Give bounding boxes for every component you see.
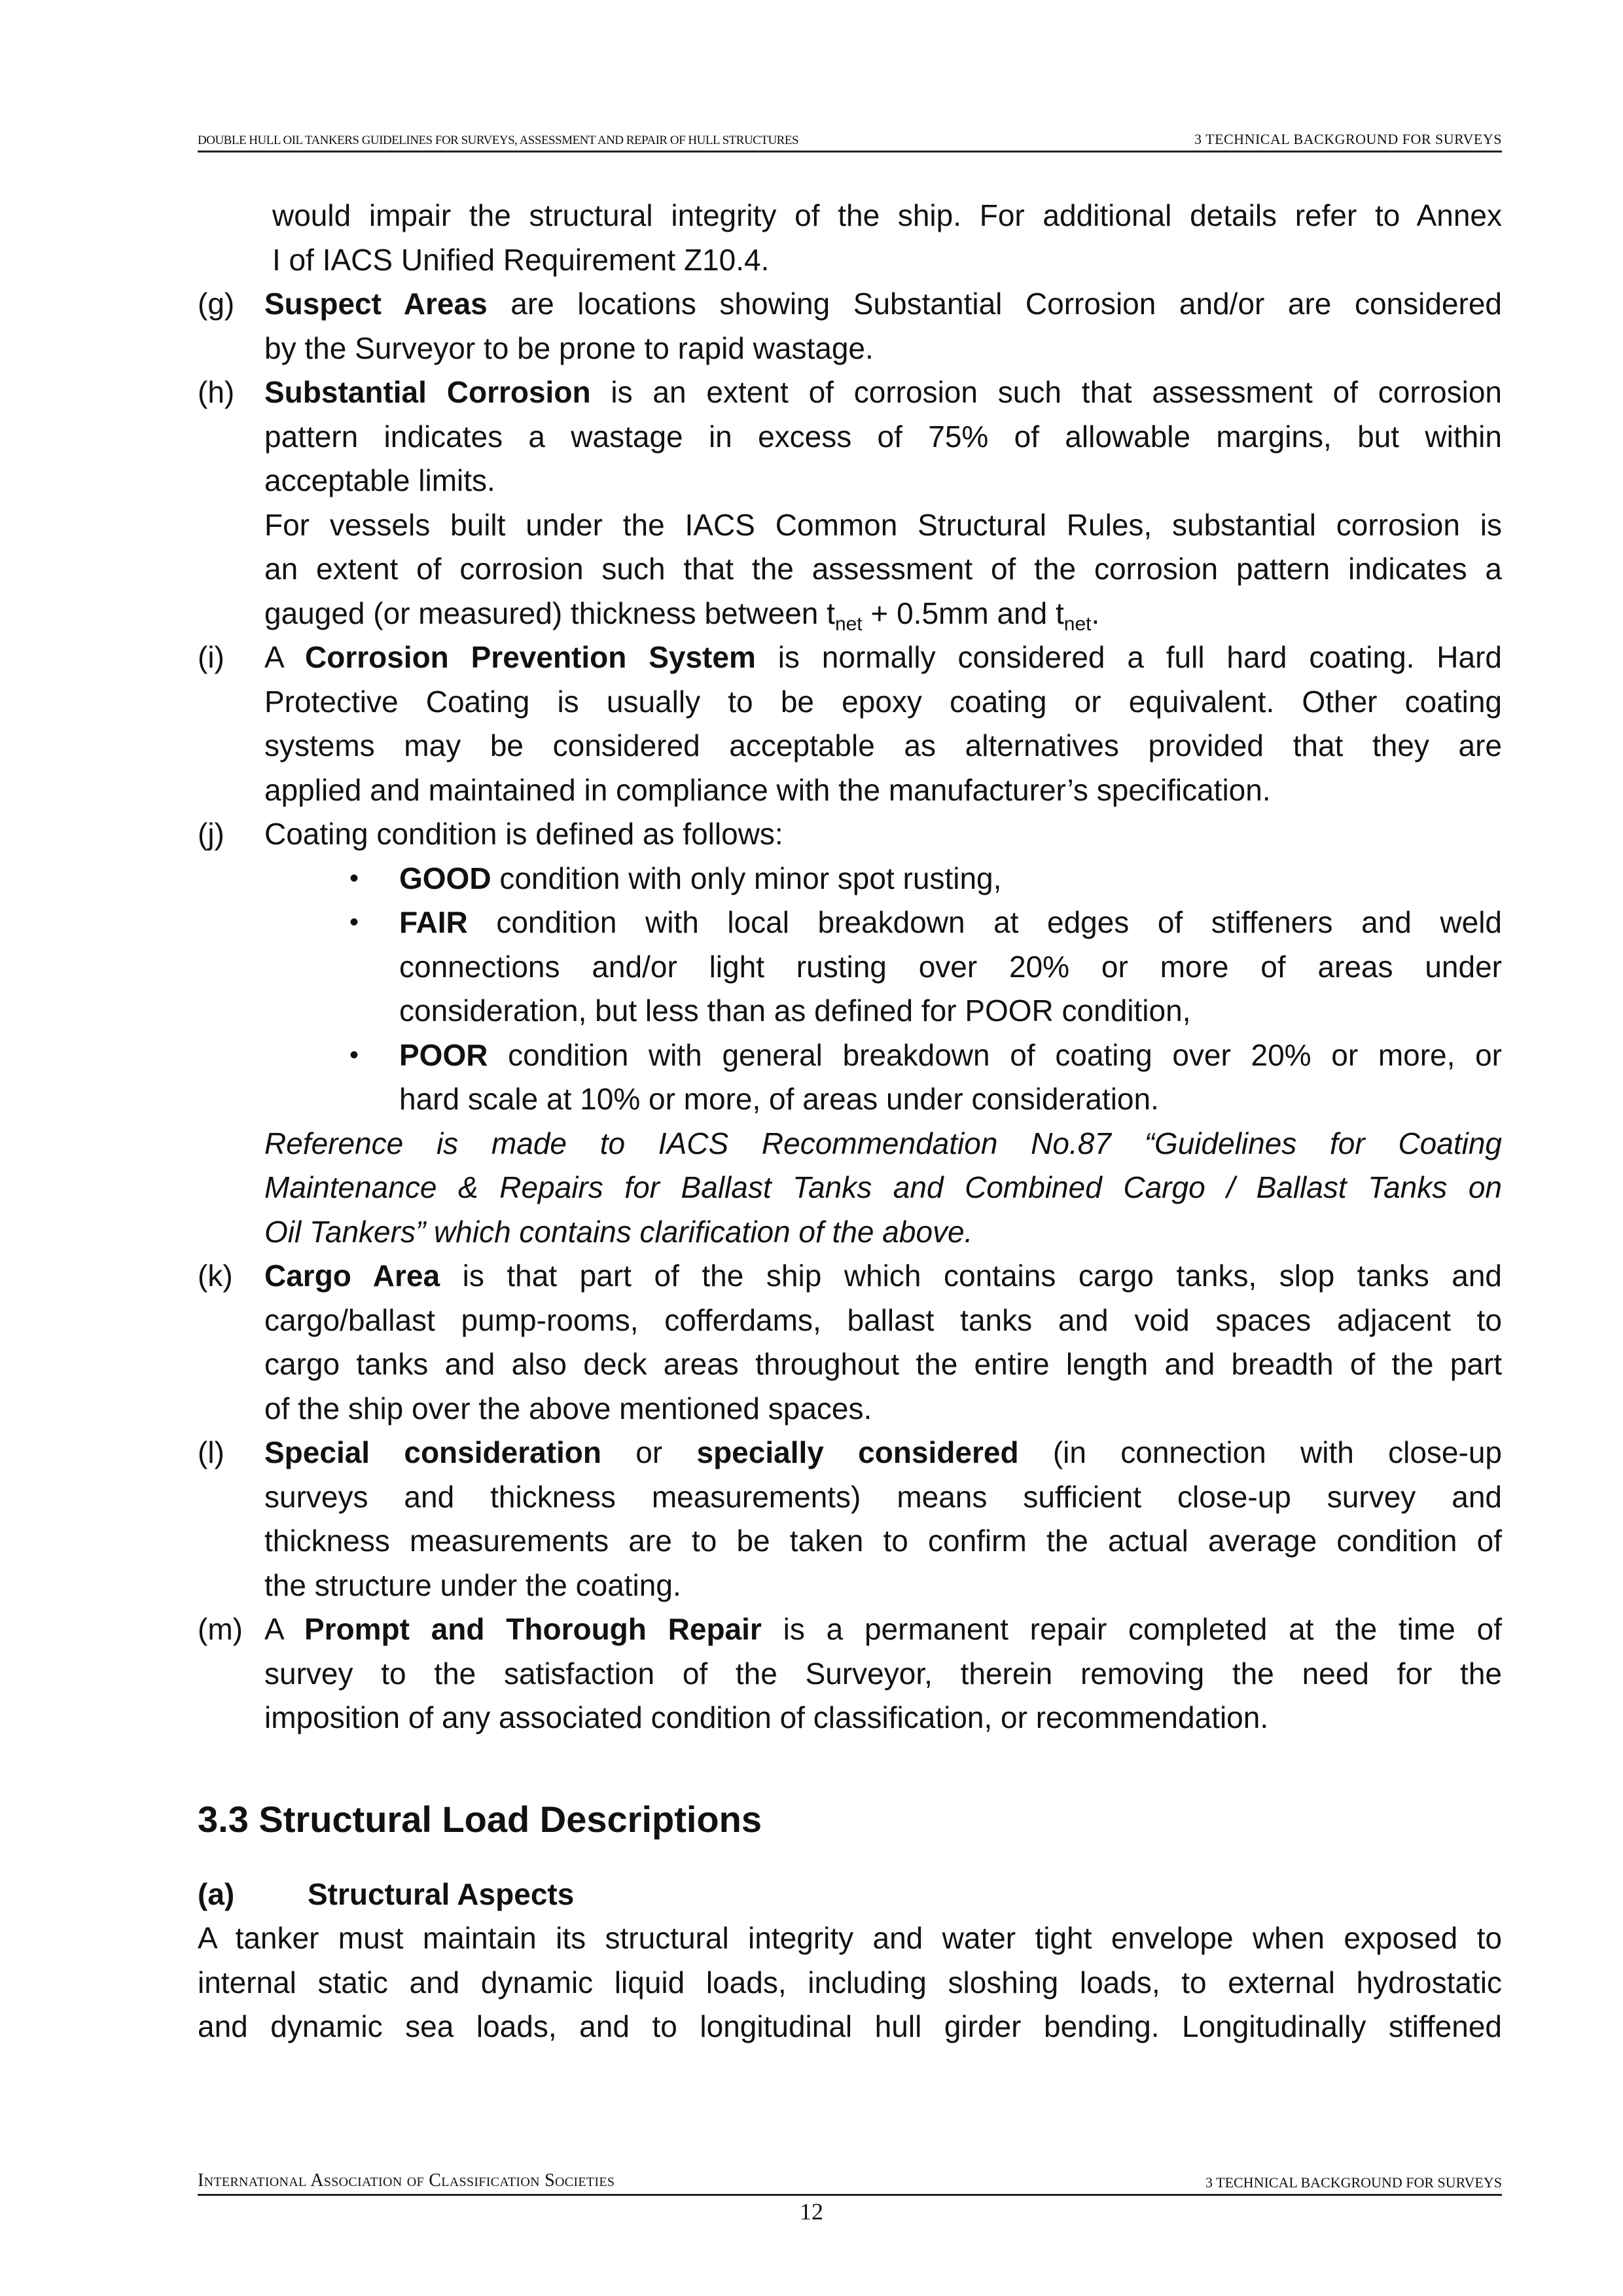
item-label: (g) — [198, 287, 235, 321]
text-line: of the ship over the above mentioned spaces. — [264, 1391, 872, 1426]
text-line: cargo tanks and also deck areas throughout the entire length and breadth of the part — [264, 1347, 1502, 1381]
reference-note — [198, 1122, 1502, 1255]
header-chapter-title: 3 TECHNICAL BACKGROUND FOR SURVEYS — [1194, 131, 1502, 147]
subsection-heading — [198, 1873, 1502, 1917]
text-line: A Prompt and Thorough Repair is a permanent repair completed at the time of — [264, 1612, 1502, 1646]
text-line: connections and/or light rusting over 20% or more of areas under — [399, 949, 1502, 984]
text-line: cargo/ballast pump-rooms, cofferdams, ballast tanks and void spaces adjacent to — [264, 1302, 1502, 1337]
text-line: gauged (or measured) thickness between $t_{net} + 0.5mm$ and $t_{net}$. — [264, 596, 1100, 635]
item-label: (j) — [198, 817, 224, 851]
subsection-title: Structural Aspects — [308, 1876, 575, 1911]
text-line: I of IACS Unified Requirement Z10.4. — [272, 242, 770, 277]
defined-term: FAIR — [399, 905, 468, 939]
header-document-title: DOUBLE HULL OIL TANKERS GUIDELINES FOR SURVEYS, ASSESSMENT AND REPAIR OF HULL STRUCTURES — [198, 134, 799, 147]
bullet-poor — [198, 1033, 1502, 1122]
defined-term: Special consideration — [264, 1435, 601, 1469]
text-line: Reference is made to IACS Recommendation No.87 “Guidelines for Coating — [264, 1126, 1502, 1160]
body-paragraph — [198, 1916, 1502, 2049]
definition-k — [198, 1254, 1502, 1431]
text-line: Oil Tankers” which contains clarification of the above. — [264, 1214, 973, 1249]
text-line: acceptable limits. — [264, 463, 495, 497]
text-line: Coating condition is defined as follows: — [264, 817, 783, 851]
text-line: A Corrosion Prevention System is normally considered a full hard coating. Hard — [264, 640, 1502, 674]
defined-term: specially considered — [696, 1435, 1019, 1469]
text-line: A tanker must maintain its structural integrity and water tight envelope when exposed to — [198, 1921, 1502, 1955]
subsection-label: (a) — [198, 1876, 235, 1911]
text-line: thickness measurements are to be taken to confirm the actual average condition of — [264, 1524, 1502, 1558]
footer-chapter-title: 3 TECHNICAL BACKGROUND FOR SURVEYS — [1205, 2174, 1502, 2191]
bullet-icon: • — [349, 863, 359, 893]
text-line: Suspect Areas are locations showing Substantial Corrosion and/or are considered — [264, 287, 1502, 321]
item-label: (k) — [198, 1259, 233, 1293]
subscript: net — [834, 613, 863, 635]
text-line: consideration, but less than as defined for POOR condition, — [399, 994, 1191, 1028]
text-line: the structure under the coating. — [264, 1568, 681, 1602]
defined-term: GOOD — [399, 861, 491, 895]
bullet-fair — [198, 901, 1502, 1033]
definition-m — [198, 1607, 1502, 1740]
text-line: Maintenance & Repairs for Ballast Tanks and Combined Cargo / Ballast Tanks on — [264, 1170, 1502, 1204]
text-line: applied and maintained in compliance with the manufacturer’s specification. — [264, 772, 1271, 807]
continued-paragraph — [198, 194, 1502, 282]
definition-l — [198, 1431, 1502, 1607]
text-line: hard scale at 10% or more, of areas under consideration. — [399, 1082, 1159, 1116]
subscript: net — [1063, 613, 1092, 635]
item-label: (l) — [198, 1435, 224, 1469]
text-line: POOR condition with general breakdown of coating over 20% or more, or — [399, 1037, 1502, 1072]
running-header — [198, 128, 1502, 152]
definition-j — [198, 812, 1502, 857]
definition-h — [198, 370, 1502, 636]
text-line: and dynamic sea loads, and to longitudinal hull girder bending. Longitudinally stiffened — [198, 2009, 1502, 2043]
text-line: survey to the satisfaction of the Surveyor, therein removing the need for the — [264, 1656, 1502, 1691]
text-line: Substantial Corrosion is an extent of corrosion such that assessment of corrosion — [264, 375, 1502, 409]
text-line: pattern indicates a wastage in excess of 75% of allowable margins, but within — [264, 419, 1502, 454]
page-number: 12 — [800, 2198, 823, 2225]
defined-term: Substantial Corrosion — [264, 375, 591, 409]
item-label: (h) — [198, 375, 235, 409]
running-footer — [198, 2172, 1502, 2196]
text-line: imposition of any associated condition of classification, or recommendation. — [264, 1700, 1269, 1734]
text-line: Special consideration or specially considered (in connection with close-up — [264, 1435, 1502, 1469]
text-line: GOOD condition with only minor spot rusting, — [399, 861, 1002, 895]
defined-term: Prompt and Thorough Repair — [304, 1612, 762, 1646]
text-line: systems may be considered acceptable as alternatives provided that they are — [264, 728, 1502, 762]
text-line: Protective Coating is usually to be epoxy coating or equivalent. Other coating — [264, 684, 1502, 719]
bullet-icon: • — [349, 908, 359, 937]
section-heading: 3.3 Structural Load Descriptions — [198, 1798, 762, 1840]
defined-term: Corrosion Prevention System — [305, 640, 756, 674]
bullet-good — [198, 857, 1502, 901]
definition-i — [198, 636, 1502, 812]
item-label: (m) — [198, 1612, 243, 1646]
defined-term: POOR — [399, 1037, 488, 1072]
text-line: FAIR condition with local breakdown at edges of stiffeners and weld — [399, 905, 1502, 939]
text-line: internal static and dynamic liquid loads, including sloshing loads, to external hydrostatic — [198, 1965, 1502, 2000]
text-line: an extent of corrosion such that the assessment of the corrosion pattern indicates a — [264, 552, 1502, 586]
text-line: by the Surveyor to be prone to rapid wastage. — [264, 331, 874, 365]
definition-g — [198, 282, 1502, 370]
text-line: would impair the structural integrity of the ship. For additional details refer to Annex — [272, 198, 1502, 232]
page-body — [198, 194, 1502, 2049]
bullet-icon: • — [349, 1040, 359, 1069]
item-label: (i) — [198, 640, 224, 674]
text-line: For vessels built under the IACS Common Structural Rules, substantial corrosion is — [264, 507, 1502, 542]
text-line: Cargo Area is that part of the ship which contains cargo tanks, slop tanks and — [264, 1259, 1502, 1293]
defined-term: Cargo Area — [264, 1259, 440, 1293]
defined-term: Suspect Areas — [264, 287, 488, 321]
footer-organization: International Association of Classification Societies — [198, 2170, 615, 2191]
text-line: surveys and thickness measurements) means sufficient close-up survey and — [264, 1479, 1502, 1514]
